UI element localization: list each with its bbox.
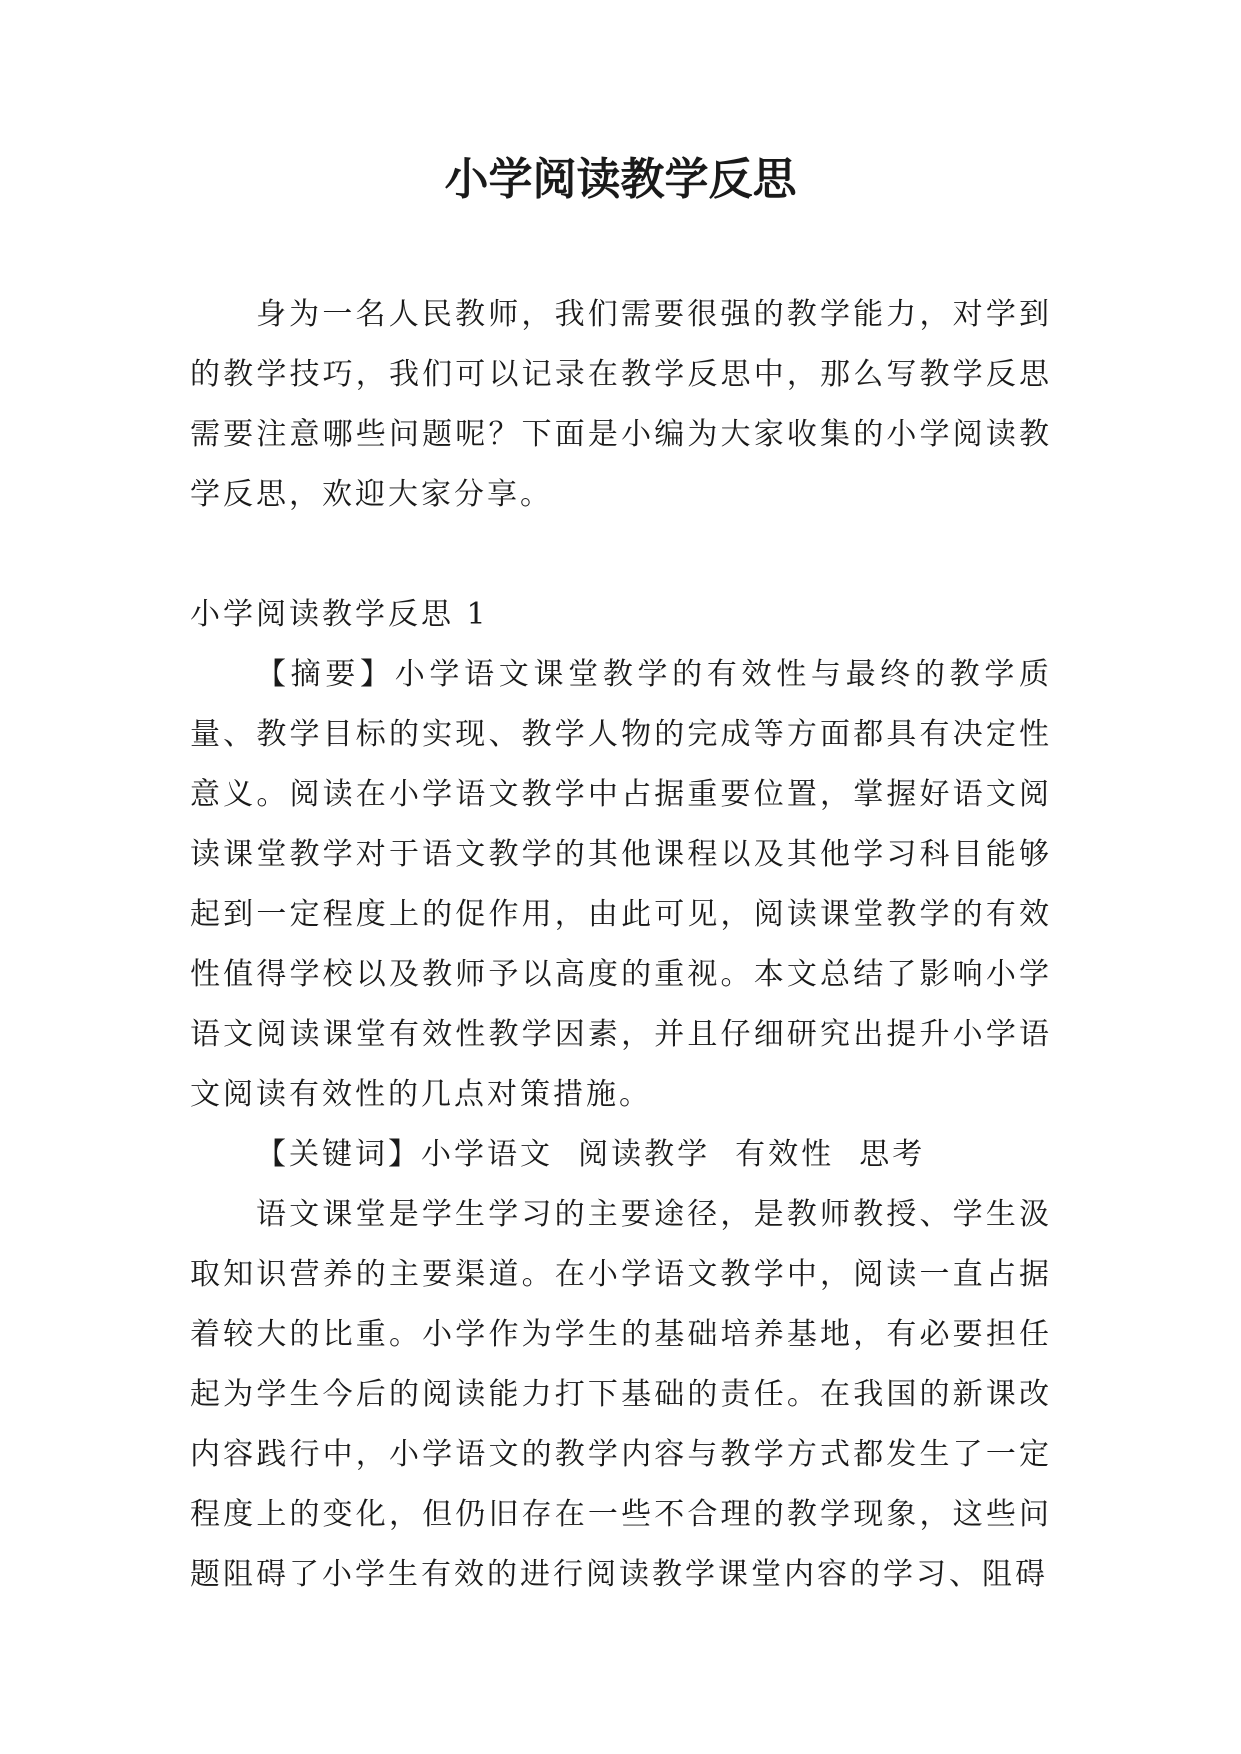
document-title: 小学阅读教学反思 xyxy=(444,154,797,205)
intro-paragraph: 身为一名人民教师，我们需要很强的教学能力，对学到的教学技巧，我们可以记录在教学反思中，那么写教学反思需要注意哪些问题呢？下面是小编为大家收集的小学阅读教学反思，欢迎大家分享。 xyxy=(190,297,1052,512)
document-body xyxy=(190,285,1052,1605)
body-paragraph: 语文课堂是学生学习的主要途径，是教师教授、学生汲取知识营养的主要渠道。在小学语文教学中，阅读一直占据着较大的比重。小学作为学生的基础培养基地，有必要担任起为学生今后的阅读能力打下基础的责任。在我国的新课改内容践行中，小学语文的教学内容与教学方式都发生了一定程度上的变化，但仍旧存在一些不合理的教学现象，这些问题阻碍了小学生有效的进行阅读教学课堂内容的学习、阻碍 xyxy=(190,1197,1052,1592)
abstract-paragraph: 【摘要】小学语文课堂教学的有效性与最终的教学质量、教学目标的实现、教学人物的完成等方面都具有决定性意义。阅读在小学语文教学中占据重要位置，掌握好语文阅读课堂教学对于语文教学的其他课程以及其他学习科目能够起到一定程度上的促作用，由此可见，阅读课堂教学的有效性值得学校以及教师予以高度的重视。本文总结了影响小学语文阅读课堂有效性教学因素，并且仔细研究出提升小学语文阅读有效性的几点对策措施。 xyxy=(190,657,1052,1112)
keywords-paragraph: 【关键词】小学语文 阅读教学 有效性 思考 xyxy=(256,1137,926,1172)
section-heading: 小学阅读教学反思 1 xyxy=(190,597,489,632)
